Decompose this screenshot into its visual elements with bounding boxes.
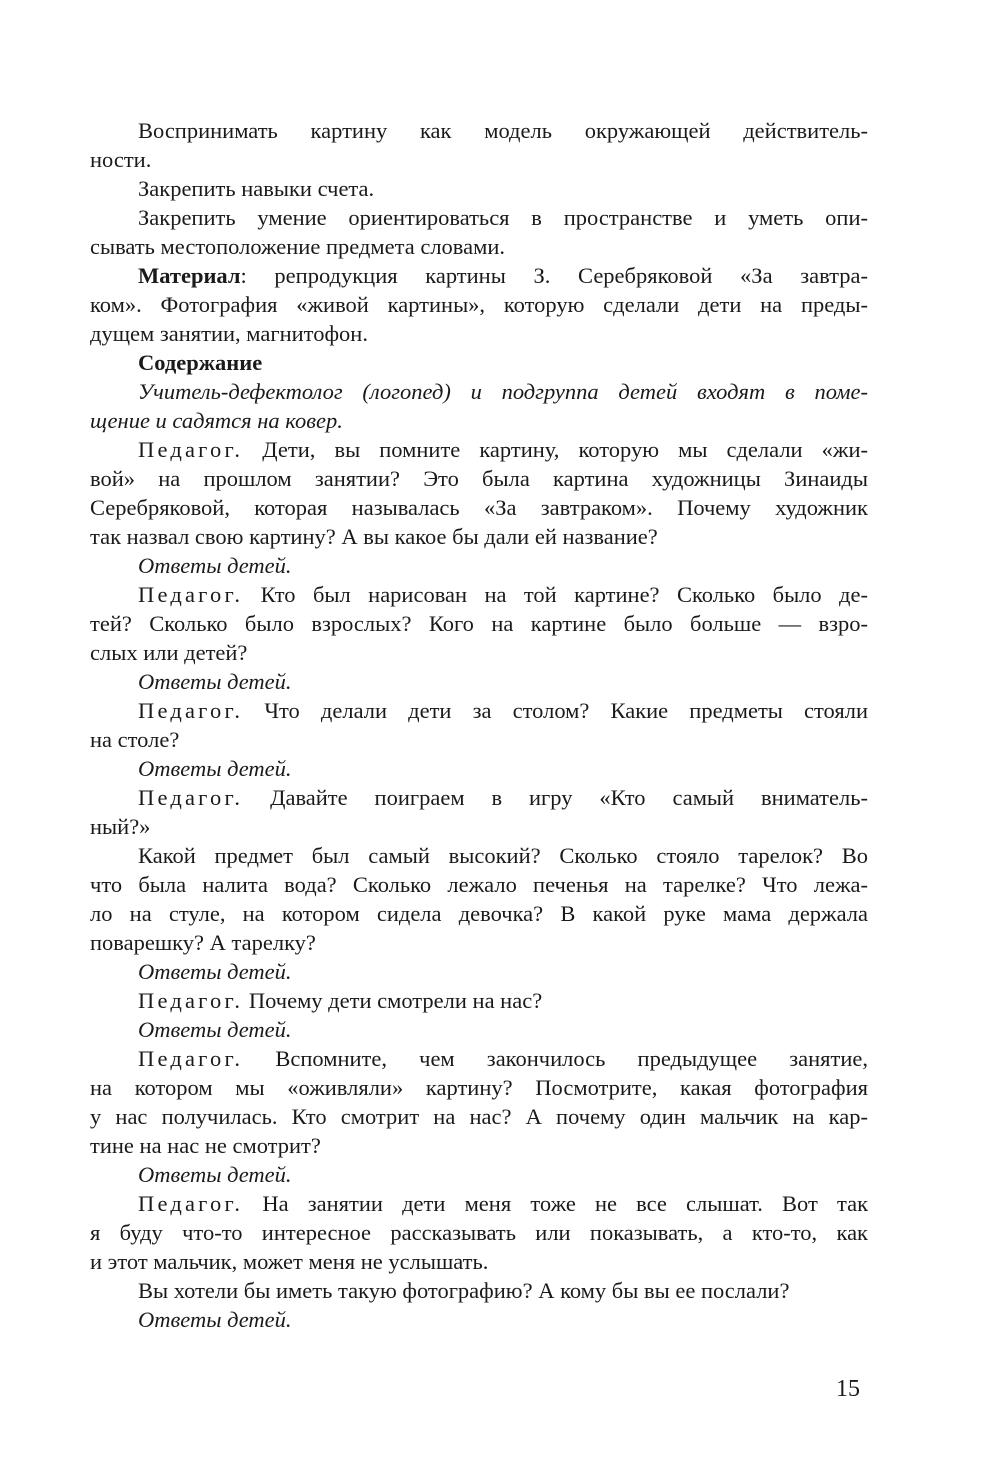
paragraph-text: [138, 1276, 868, 1305]
line-text: щение и садятся на ковер.: [90, 408, 343, 433]
paragraph-material: [90, 261, 868, 348]
text-line: [90, 464, 868, 493]
text-line: [138, 957, 868, 986]
line-text: дущем занятии, магнитофон.: [90, 321, 368, 346]
text-line: [138, 377, 868, 406]
line-text: на котором мы «оживляли» картину? Посмотрите, какая фотография: [90, 1075, 868, 1100]
paragraph-text: [90, 116, 868, 174]
text-line: [138, 348, 868, 377]
line-text: Ответы детей.: [138, 1307, 292, 1332]
speaker-label: Педагог.: [138, 1191, 244, 1216]
paragraph-speech: [90, 580, 868, 667]
text-line: [138, 1305, 868, 1334]
text-line: [138, 116, 868, 145]
text-line: [90, 406, 868, 435]
line-text: вой» на прошлом занятии? Это была картина художницы Зинаиды: [90, 466, 868, 491]
paragraph-italic: [138, 1305, 868, 1334]
text-line: [90, 232, 868, 261]
line-text: Ответы детей.: [138, 669, 292, 694]
text-line: [90, 1131, 868, 1160]
line-text: Почему дети смотрели на нас?: [243, 988, 543, 1013]
text-line: [138, 841, 868, 870]
line-text: поварешку? А тарелку?: [90, 930, 316, 955]
text-line: [138, 696, 868, 725]
line-text: тине на нас не смотрит?: [90, 1133, 321, 1158]
line-text: ности.: [90, 147, 152, 172]
line-text: на столе?: [90, 727, 180, 752]
paragraph-italic: [138, 551, 868, 580]
paragraph-speech: [90, 783, 868, 841]
text-line: [90, 899, 868, 928]
paragraph-italic: [138, 1160, 868, 1189]
line-text: у нас получилась. Кто смотрит на нас? А почему один мальчик на кар-: [90, 1104, 868, 1129]
line-text: тей? Сколько было взрослых? Кого на картине было больше — взро-: [90, 611, 868, 636]
line-text: так назвал свою картину? А вы какое бы дали ей название?: [90, 524, 658, 549]
paragraph-text: [138, 174, 868, 203]
line-text: и этот мальчик, может меня не услышать.: [90, 1249, 489, 1274]
line-text: Содержание: [138, 350, 263, 375]
paragraph-italic: [138, 754, 868, 783]
material-label: Материал: [138, 263, 241, 288]
text-line: [138, 1044, 868, 1073]
line-text: Вы хотели бы иметь такую фотографию? А кому бы вы ее послали?: [138, 1278, 790, 1303]
text-line: [90, 522, 868, 551]
line-text: что была налита вода? Сколько лежало печенья на тарелке? Что лежа-: [90, 872, 868, 897]
line-text: Серебряковой, которая называлась «За завтраком». Почему художник: [90, 495, 868, 520]
line-text: Дети, вы помните картину, которую мы сделали «жи-: [243, 437, 868, 462]
text-line: [138, 203, 868, 232]
text-line: [90, 812, 868, 841]
paragraph-italic: [90, 377, 868, 435]
speaker-label: Педагог.: [138, 582, 244, 607]
paragraph-speech: [90, 1189, 868, 1276]
line-text: ло на стуле, на котором сидела девочка? В какой руке мама держала: [90, 901, 868, 926]
paragraph-speech: [90, 696, 868, 754]
line-text: слых или детей?: [90, 640, 248, 665]
paragraph-italic: [138, 667, 868, 696]
line-text: Какой предмет был самый высокий? Сколько стояло тарелок? Во: [138, 843, 868, 868]
speaker-label: Педагог.: [138, 437, 244, 462]
page-number: 15: [836, 1376, 860, 1402]
speaker-label: Педагог.: [138, 698, 244, 723]
text-line: [90, 493, 868, 522]
text-line: [90, 1247, 868, 1276]
line-text: сывать местоположение предмета словами.: [90, 234, 506, 259]
text-line: [90, 1102, 868, 1131]
text-line: [138, 261, 868, 290]
line-text: Учитель-дефектолог (логопед) и подгруппа детей входят в поме-: [138, 379, 868, 404]
line-text: Что делали дети за столом? Какие предметы стояли: [243, 698, 868, 723]
speaker-label: Педагог.: [138, 988, 244, 1013]
paragraph-speech: [90, 1044, 868, 1160]
paragraph-italic: [138, 1015, 868, 1044]
line-text: Ответы детей.: [138, 1017, 292, 1042]
paragraph-text: [90, 841, 868, 957]
line-text: ный?»: [90, 814, 151, 839]
line-text: Ответы детей.: [138, 756, 292, 781]
speaker-label: Педагог.: [138, 785, 244, 810]
paragraph-speech: [138, 986, 868, 1015]
line-text: Кто был нарисован на той картине? Сколько было де-: [243, 582, 868, 607]
text-line: [90, 1073, 868, 1102]
text-line: [90, 145, 868, 174]
text-line: [90, 609, 868, 638]
text-line: [90, 870, 868, 899]
line-text: На занятии дети меня тоже не все слышат. Вот так: [243, 1191, 868, 1216]
text-line: [90, 290, 868, 319]
line-text: Вспомните, чем закончилось предыдущее занятие,: [243, 1046, 868, 1071]
paragraph-text: [90, 203, 868, 261]
text-line: [90, 1218, 868, 1247]
line-text: : репродукция картины З. Серебряковой «За завтра-: [240, 263, 868, 288]
line-text: Ответы детей.: [138, 959, 292, 984]
text-line: [90, 725, 868, 754]
line-text: Воспринимать картину как модель окружающей действитель-: [138, 118, 868, 143]
line-text: Ответы детей.: [138, 553, 292, 578]
text-line: [90, 638, 868, 667]
text-line: [138, 174, 868, 203]
text-line: [138, 754, 868, 783]
text-line: [90, 319, 868, 348]
text-line: [90, 928, 868, 957]
speaker-label: Педагог.: [138, 1046, 244, 1071]
line-text: Закрепить навыки счета.: [138, 176, 375, 201]
page-body-text: [90, 116, 868, 1334]
text-line: [138, 435, 868, 464]
text-line: [138, 551, 868, 580]
line-text: ком». Фотография «живой картины», которую сделали дети на преды-: [90, 292, 868, 317]
paragraph-heading: [138, 348, 868, 377]
text-line: [138, 1015, 868, 1044]
text-line: [138, 667, 868, 696]
paragraph-speech: [90, 435, 868, 551]
text-line: [138, 1189, 868, 1218]
text-line: [138, 1276, 868, 1305]
paragraph-italic: [138, 957, 868, 986]
text-line: [138, 986, 868, 1015]
line-text: Давайте поиграем в игру «Кто самый вниматель-: [243, 785, 868, 810]
line-text: Закрепить умение ориентироваться в пространстве и уметь опи-: [138, 205, 868, 230]
line-text: Ответы детей.: [138, 1162, 292, 1187]
text-line: [138, 1160, 868, 1189]
text-line: [138, 580, 868, 609]
text-line: [138, 783, 868, 812]
line-text: я буду что-то интересное рассказывать или показывать, а кто-то, как: [90, 1220, 868, 1245]
